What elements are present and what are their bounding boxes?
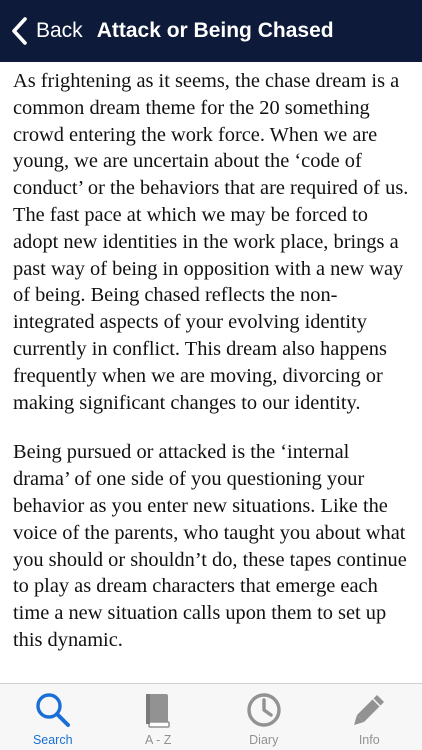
tab-info[interactable] (317, 684, 422, 750)
tab-label: Info (358, 733, 380, 747)
back-label: Back (36, 19, 83, 42)
tab-diary[interactable] (211, 684, 317, 750)
search-icon (33, 691, 73, 729)
tab-label: Diary (249, 733, 279, 747)
tab-label: A - Z (145, 733, 172, 747)
tab-bar (0, 683, 422, 750)
navigation-bar (0, 0, 422, 62)
description-paragraph: As frightening as it seems, the chase dream is a common dream theme for the 20 something crowd entering the work force. When we are young, we are uncertain about the ‘code of conduct’ or the behaviors that are required of us. The fast pace at which we may be forced to adopt new identities in the work place, brings a past way of being in opposition with a new way of being. Being chased reflects the non-integrated aspects of your evolving identity currently in conflict. This dream also happens frequently when we are moving, divorcing or making significant changes to our identity. (13, 70, 409, 414)
book-icon (138, 691, 178, 729)
description-paragraph: Being pursued or attacked is the ‘internal drama’ of one side of you questioning your behavior as you enter new situations. Like the voice of the parents, who taught you about what you should or shouldn’t do, these tapes continue to play as dream characters that emerge each time a new situation calls upon them to set up this dynamic. (13, 441, 407, 651)
back-button[interactable] (0, 0, 91, 62)
tab-label: Search (32, 733, 73, 747)
pencil-icon (349, 691, 389, 729)
chevron-left-icon (10, 16, 32, 46)
page-title: Attack or Being Chased (96, 19, 334, 42)
clock-icon (244, 691, 284, 729)
tab-search[interactable] (0, 684, 106, 750)
dream-description[interactable] (0, 62, 422, 683)
tab-a-z[interactable] (106, 684, 212, 750)
